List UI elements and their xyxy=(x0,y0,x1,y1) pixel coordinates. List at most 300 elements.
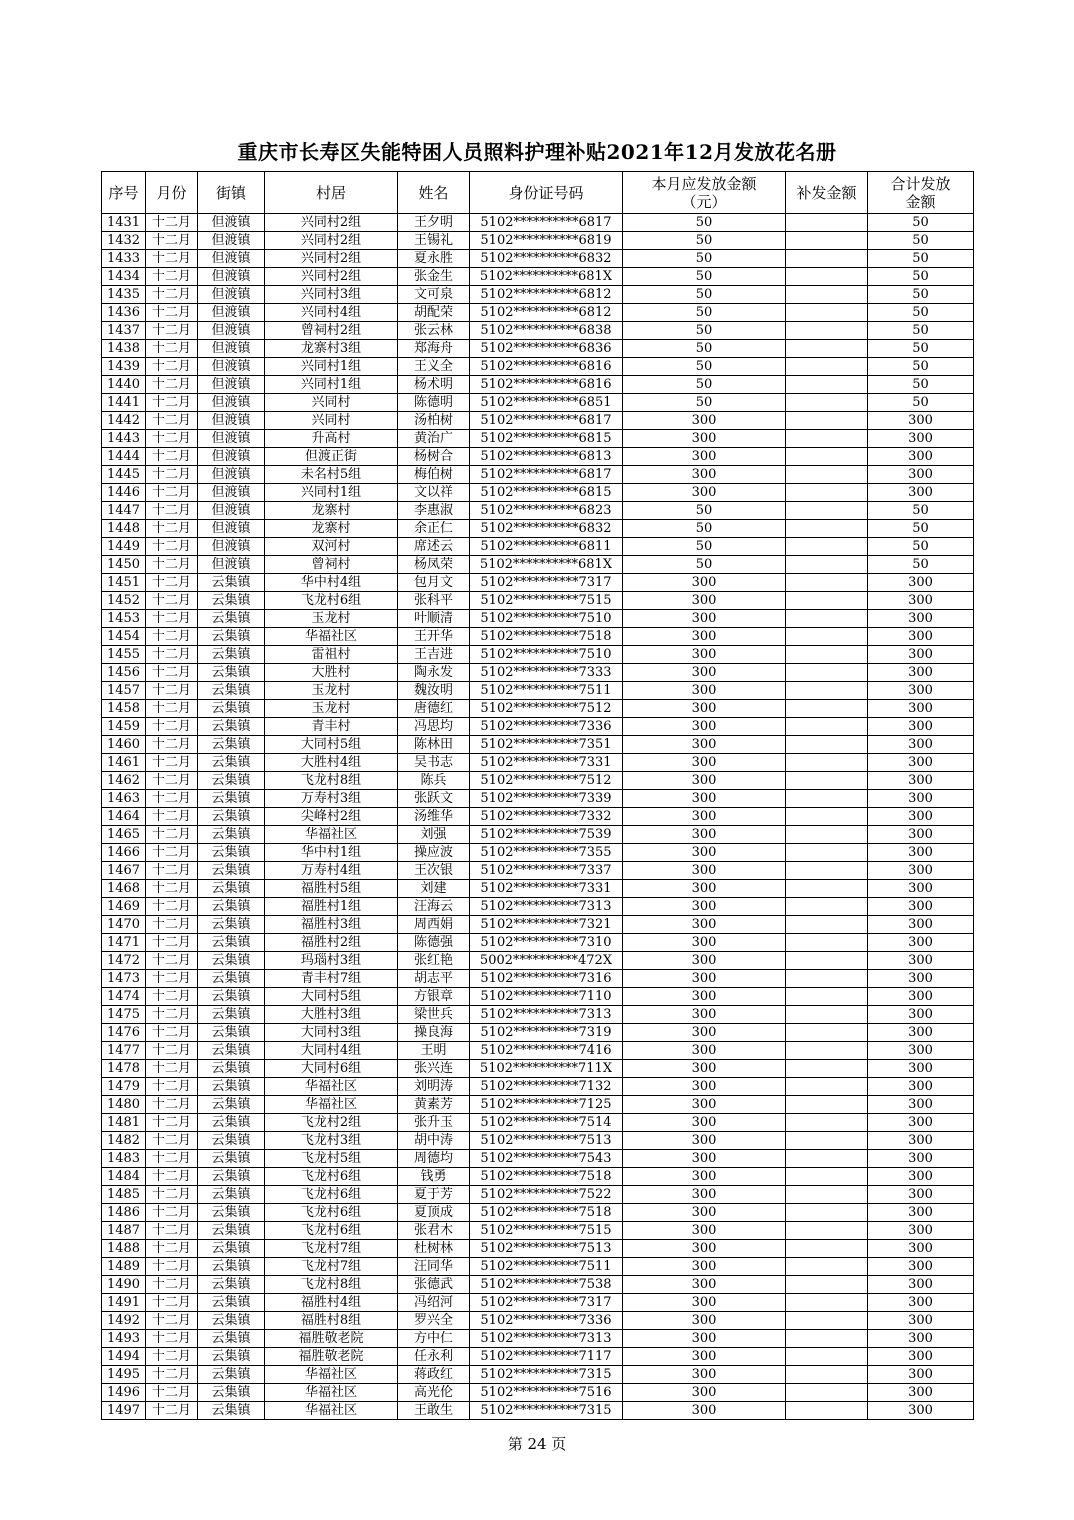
cell-index: 1483 xyxy=(102,1150,146,1168)
cell-name: 郑海舟 xyxy=(398,340,470,358)
cell-town: 云集镇 xyxy=(198,646,265,664)
cell-name: 胡中涛 xyxy=(398,1132,470,1150)
cell-total-amount: 300 xyxy=(868,412,974,430)
cell-id-number: 5102**********7510 xyxy=(470,610,623,628)
cell-id-number: 5102**********7510 xyxy=(470,646,623,664)
cell-total-amount: 300 xyxy=(868,1096,974,1114)
cell-village: 华福社区 xyxy=(265,1078,398,1096)
cell-name: 席述云 xyxy=(398,538,470,556)
cell-total-amount: 50 xyxy=(868,322,974,340)
cell-back-pay xyxy=(786,340,868,358)
cell-back-pay xyxy=(786,1204,868,1222)
cell-village: 但渡正街 xyxy=(265,448,398,466)
cell-amount-due: 300 xyxy=(623,916,786,934)
cell-month: 十二月 xyxy=(146,970,198,988)
cell-name: 张德武 xyxy=(398,1276,470,1294)
cell-town: 云集镇 xyxy=(198,880,265,898)
cell-amount-due: 300 xyxy=(623,952,786,970)
cell-amount-due: 50 xyxy=(623,268,786,286)
cell-back-pay xyxy=(786,970,868,988)
cell-id-number: 5102**********7518 xyxy=(470,1168,623,1186)
cell-back-pay xyxy=(786,826,868,844)
cell-index: 1466 xyxy=(102,844,146,862)
cell-amount-due: 300 xyxy=(623,1006,786,1024)
cell-town: 但渡镇 xyxy=(198,268,265,286)
cell-amount-due: 300 xyxy=(623,1024,786,1042)
cell-back-pay xyxy=(786,1114,868,1132)
cell-month: 十二月 xyxy=(146,1348,198,1366)
cell-name: 张云林 xyxy=(398,322,470,340)
cell-month: 十二月 xyxy=(146,682,198,700)
cell-id-number: 5102**********7522 xyxy=(470,1186,623,1204)
cell-back-pay xyxy=(786,772,868,790)
cell-id-number: 5102**********6817 xyxy=(470,214,623,232)
cell-total-amount: 300 xyxy=(868,700,974,718)
header-month: 月份 xyxy=(146,172,198,214)
table-row xyxy=(102,1384,974,1402)
cell-total-amount: 300 xyxy=(868,1204,974,1222)
cell-total-amount: 300 xyxy=(868,754,974,772)
cell-month: 十二月 xyxy=(146,448,198,466)
cell-amount-due: 300 xyxy=(623,610,786,628)
cell-back-pay xyxy=(786,520,868,538)
cell-back-pay xyxy=(786,1186,868,1204)
cell-town: 云集镇 xyxy=(198,1312,265,1330)
table-row xyxy=(102,1366,974,1384)
cell-month: 十二月 xyxy=(146,1168,198,1186)
cell-month: 十二月 xyxy=(146,916,198,934)
cell-name: 李惠淑 xyxy=(398,502,470,520)
cell-total-amount: 50 xyxy=(868,340,974,358)
cell-back-pay xyxy=(786,592,868,610)
cell-total-amount: 300 xyxy=(868,1276,974,1294)
table-row xyxy=(102,1114,974,1132)
cell-village: 万寿村3组 xyxy=(265,790,398,808)
cell-month: 十二月 xyxy=(146,772,198,790)
cell-month: 十二月 xyxy=(146,1150,198,1168)
cell-amount-due: 50 xyxy=(623,376,786,394)
cell-index: 1448 xyxy=(102,520,146,538)
cell-town: 云集镇 xyxy=(198,1222,265,1240)
table-row xyxy=(102,394,974,412)
cell-name: 胡志平 xyxy=(398,970,470,988)
cell-index: 1494 xyxy=(102,1348,146,1366)
cell-id-number: 5102**********681X xyxy=(470,556,623,574)
cell-back-pay xyxy=(786,574,868,592)
cell-id-number: 5102**********7317 xyxy=(470,1294,623,1312)
header-name: 姓名 xyxy=(398,172,470,214)
cell-back-pay xyxy=(786,430,868,448)
cell-month: 十二月 xyxy=(146,1078,198,1096)
cell-village: 飞龙村6组 xyxy=(265,1204,398,1222)
cell-back-pay xyxy=(786,988,868,1006)
cell-village: 福胜村3组 xyxy=(265,916,398,934)
table-row xyxy=(102,286,974,304)
cell-back-pay xyxy=(786,466,868,484)
cell-amount-due: 300 xyxy=(623,772,786,790)
cell-id-number: 5102**********681X xyxy=(470,268,623,286)
cell-total-amount: 50 xyxy=(868,394,974,412)
table-row xyxy=(102,502,974,520)
cell-total-amount: 300 xyxy=(868,934,974,952)
cell-name: 张科平 xyxy=(398,592,470,610)
cell-index: 1444 xyxy=(102,448,146,466)
cell-back-pay xyxy=(786,322,868,340)
cell-back-pay xyxy=(786,1348,868,1366)
cell-index: 1442 xyxy=(102,412,146,430)
cell-month: 十二月 xyxy=(146,268,198,286)
cell-index: 1493 xyxy=(102,1330,146,1348)
cell-month: 十二月 xyxy=(146,556,198,574)
cell-month: 十二月 xyxy=(146,1312,198,1330)
cell-month: 十二月 xyxy=(146,1294,198,1312)
cell-town: 云集镇 xyxy=(198,754,265,772)
cell-amount-due: 300 xyxy=(623,1402,786,1420)
cell-month: 十二月 xyxy=(146,1060,198,1078)
table-row xyxy=(102,1060,974,1078)
cell-name: 王次银 xyxy=(398,862,470,880)
cell-town: 云集镇 xyxy=(198,790,265,808)
cell-id-number: 5102**********6815 xyxy=(470,484,623,502)
cell-month: 十二月 xyxy=(146,1132,198,1150)
cell-village: 飞龙村7组 xyxy=(265,1240,398,1258)
cell-back-pay xyxy=(786,1276,868,1294)
cell-month: 十二月 xyxy=(146,1204,198,1222)
cell-id-number: 5102**********7518 xyxy=(470,1204,623,1222)
cell-month: 十二月 xyxy=(146,1024,198,1042)
cell-town: 但渡镇 xyxy=(198,232,265,250)
roster-table xyxy=(101,171,974,1420)
cell-total-amount: 300 xyxy=(868,574,974,592)
cell-total-amount: 300 xyxy=(868,880,974,898)
cell-amount-due: 50 xyxy=(623,394,786,412)
cell-name: 陶永发 xyxy=(398,664,470,682)
cell-total-amount: 300 xyxy=(868,1060,974,1078)
cell-town: 但渡镇 xyxy=(198,394,265,412)
cell-id-number: 5102**********7316 xyxy=(470,970,623,988)
cell-village: 大同村3组 xyxy=(265,1024,398,1042)
cell-total-amount: 50 xyxy=(868,268,974,286)
cell-back-pay xyxy=(786,1330,868,1348)
cell-back-pay xyxy=(786,556,868,574)
cell-back-pay xyxy=(786,682,868,700)
cell-back-pay xyxy=(786,232,868,250)
cell-id-number: 5102**********7337 xyxy=(470,862,623,880)
cell-name: 文以祥 xyxy=(398,484,470,502)
cell-name: 余正仁 xyxy=(398,520,470,538)
cell-month: 十二月 xyxy=(146,754,198,772)
table-row xyxy=(102,988,974,1006)
cell-index: 1481 xyxy=(102,1114,146,1132)
cell-name: 王敢生 xyxy=(398,1402,470,1420)
cell-index: 1461 xyxy=(102,754,146,772)
cell-index: 1433 xyxy=(102,250,146,268)
cell-index: 1445 xyxy=(102,466,146,484)
cell-name: 张金生 xyxy=(398,268,470,286)
cell-total-amount: 300 xyxy=(868,844,974,862)
cell-amount-due: 300 xyxy=(623,592,786,610)
cell-name: 张升玉 xyxy=(398,1114,470,1132)
cell-amount-due: 300 xyxy=(623,1096,786,1114)
cell-month: 十二月 xyxy=(146,322,198,340)
cell-town: 但渡镇 xyxy=(198,340,265,358)
cell-name: 王锡礼 xyxy=(398,232,470,250)
cell-village: 曾祠村 xyxy=(265,556,398,574)
cell-id-number: 5102**********7511 xyxy=(470,1258,623,1276)
cell-index: 1491 xyxy=(102,1294,146,1312)
cell-id-number: 5102**********7331 xyxy=(470,880,623,898)
cell-village: 福胜村1组 xyxy=(265,898,398,916)
cell-village: 兴同村1组 xyxy=(265,484,398,502)
table-row xyxy=(102,1276,974,1294)
cell-town: 云集镇 xyxy=(198,1402,265,1420)
cell-id-number: 5102**********6823 xyxy=(470,502,623,520)
cell-amount-due: 300 xyxy=(623,1168,786,1186)
cell-index: 1478 xyxy=(102,1060,146,1078)
cell-total-amount: 300 xyxy=(868,898,974,916)
cell-total-amount: 50 xyxy=(868,358,974,376)
cell-village: 兴同村4组 xyxy=(265,304,398,322)
cell-id-number: 5102**********6851 xyxy=(470,394,623,412)
table-row xyxy=(102,772,974,790)
cell-amount-due: 300 xyxy=(623,1366,786,1384)
cell-index: 1447 xyxy=(102,502,146,520)
page-title: 重庆市长寿区失能特困人员照料护理补贴2021年12月发放花名册 xyxy=(237,140,837,164)
cell-index: 1492 xyxy=(102,1312,146,1330)
cell-total-amount: 300 xyxy=(868,664,974,682)
cell-amount-due: 50 xyxy=(623,340,786,358)
cell-village: 龙寨村 xyxy=(265,502,398,520)
cell-id-number: 5102**********7511 xyxy=(470,682,623,700)
cell-month: 十二月 xyxy=(146,502,198,520)
cell-id-number: 5102**********7539 xyxy=(470,826,623,844)
table-row xyxy=(102,1258,974,1276)
cell-index: 1432 xyxy=(102,232,146,250)
cell-id-number: 5102**********7117 xyxy=(470,1348,623,1366)
cell-village: 福胜敬老院 xyxy=(265,1330,398,1348)
cell-month: 十二月 xyxy=(146,340,198,358)
cell-town: 云集镇 xyxy=(198,682,265,700)
cell-amount-due: 300 xyxy=(623,700,786,718)
cell-amount-due: 300 xyxy=(623,412,786,430)
cell-town: 云集镇 xyxy=(198,1294,265,1312)
cell-id-number: 5102**********6813 xyxy=(470,448,623,466)
cell-village: 飞龙村2组 xyxy=(265,1114,398,1132)
cell-village: 大胜村3组 xyxy=(265,1006,398,1024)
cell-village: 龙寨村 xyxy=(265,520,398,538)
cell-total-amount: 300 xyxy=(868,430,974,448)
cell-id-number: 5102**********6836 xyxy=(470,340,623,358)
table-row xyxy=(102,466,974,484)
cell-name: 文可泉 xyxy=(398,286,470,304)
cell-back-pay xyxy=(786,610,868,628)
cell-town: 云集镇 xyxy=(198,1042,265,1060)
cell-amount-due: 300 xyxy=(623,1276,786,1294)
cell-index: 1490 xyxy=(102,1276,146,1294)
table-row xyxy=(102,1168,974,1186)
cell-month: 十二月 xyxy=(146,826,198,844)
cell-id-number: 5102**********7543 xyxy=(470,1150,623,1168)
cell-index: 1487 xyxy=(102,1222,146,1240)
cell-month: 十二月 xyxy=(146,1240,198,1258)
cell-total-amount: 300 xyxy=(868,808,974,826)
cell-name: 张君木 xyxy=(398,1222,470,1240)
cell-month: 十二月 xyxy=(146,1222,198,1240)
cell-village: 飞龙村7组 xyxy=(265,1258,398,1276)
table-row xyxy=(102,736,974,754)
cell-total-amount: 300 xyxy=(868,484,974,502)
cell-amount-due: 300 xyxy=(623,430,786,448)
cell-total-amount: 300 xyxy=(868,1402,974,1420)
table-row xyxy=(102,898,974,916)
cell-name: 钱勇 xyxy=(398,1168,470,1186)
cell-total-amount: 300 xyxy=(868,1078,974,1096)
cell-town: 云集镇 xyxy=(198,1096,265,1114)
cell-town: 但渡镇 xyxy=(198,502,265,520)
cell-village: 大胜村 xyxy=(265,664,398,682)
cell-index: 1453 xyxy=(102,610,146,628)
cell-amount-due: 300 xyxy=(623,808,786,826)
table-row xyxy=(102,970,974,988)
cell-total-amount: 300 xyxy=(868,610,974,628)
cell-village: 兴同村2组 xyxy=(265,232,398,250)
cell-month: 十二月 xyxy=(146,646,198,664)
cell-index: 1443 xyxy=(102,430,146,448)
header-total-amount: 合计发放 金额 xyxy=(868,172,974,214)
table-row xyxy=(102,880,974,898)
cell-id-number: 5102**********711X xyxy=(470,1060,623,1078)
header-back-pay: 补发金额 xyxy=(786,172,868,214)
cell-amount-due: 300 xyxy=(623,1294,786,1312)
cell-month: 十二月 xyxy=(146,1006,198,1024)
cell-id-number: 5102**********7317 xyxy=(470,574,623,592)
cell-id-number: 5102**********7416 xyxy=(470,1042,623,1060)
cell-village: 玉龙村 xyxy=(265,610,398,628)
cell-total-amount: 300 xyxy=(868,628,974,646)
cell-back-pay xyxy=(786,286,868,304)
header-town: 街镇 xyxy=(198,172,265,214)
cell-index: 1489 xyxy=(102,1258,146,1276)
cell-amount-due: 300 xyxy=(623,1132,786,1150)
table-row xyxy=(102,520,974,538)
cell-name: 王义全 xyxy=(398,358,470,376)
cell-id-number: 5102**********6832 xyxy=(470,520,623,538)
cell-village: 福胜村4组 xyxy=(265,1294,398,1312)
table-row xyxy=(102,430,974,448)
cell-village: 飞龙村6组 xyxy=(265,1222,398,1240)
cell-amount-due: 300 xyxy=(623,1312,786,1330)
cell-name: 冯绍河 xyxy=(398,1294,470,1312)
cell-total-amount: 300 xyxy=(868,1222,974,1240)
cell-back-pay xyxy=(786,646,868,664)
cell-amount-due: 300 xyxy=(623,754,786,772)
cell-total-amount: 300 xyxy=(868,718,974,736)
cell-id-number: 5102**********6832 xyxy=(470,250,623,268)
cell-name: 王吉进 xyxy=(398,646,470,664)
cell-index: 1441 xyxy=(102,394,146,412)
cell-month: 十二月 xyxy=(146,358,198,376)
table-row xyxy=(102,646,974,664)
roster-body xyxy=(102,214,974,1420)
cell-back-pay xyxy=(786,1150,868,1168)
cell-month: 十二月 xyxy=(146,1096,198,1114)
cell-id-number: 5102**********7538 xyxy=(470,1276,623,1294)
table-row xyxy=(102,664,974,682)
cell-id-number: 5102**********7313 xyxy=(470,898,623,916)
cell-name: 汤柏树 xyxy=(398,412,470,430)
cell-town: 但渡镇 xyxy=(198,538,265,556)
table-row xyxy=(102,214,974,232)
cell-id-number: 5102**********7513 xyxy=(470,1132,623,1150)
table-row xyxy=(102,448,974,466)
cell-id-number: 5102**********7132 xyxy=(470,1078,623,1096)
cell-month: 十二月 xyxy=(146,376,198,394)
cell-village: 双河村 xyxy=(265,538,398,556)
cell-id-number: 5102**********6817 xyxy=(470,466,623,484)
cell-id-number: 5102**********7110 xyxy=(470,988,623,1006)
cell-back-pay xyxy=(786,1258,868,1276)
cell-amount-due: 300 xyxy=(623,826,786,844)
cell-total-amount: 300 xyxy=(868,1150,974,1168)
cell-name: 冯思均 xyxy=(398,718,470,736)
cell-town: 云集镇 xyxy=(198,1114,265,1132)
cell-name: 黄素芳 xyxy=(398,1096,470,1114)
cell-amount-due: 300 xyxy=(623,988,786,1006)
cell-village: 万寿村4组 xyxy=(265,862,398,880)
table-row xyxy=(102,1312,974,1330)
cell-total-amount: 300 xyxy=(868,1006,974,1024)
cell-name: 黄治广 xyxy=(398,430,470,448)
cell-month: 十二月 xyxy=(146,484,198,502)
cell-village: 玛瑙村3组 xyxy=(265,952,398,970)
cell-total-amount: 300 xyxy=(868,826,974,844)
cell-amount-due: 300 xyxy=(623,646,786,664)
cell-month: 十二月 xyxy=(146,394,198,412)
cell-id-number: 5102**********7315 xyxy=(470,1366,623,1384)
cell-name: 高光伦 xyxy=(398,1384,470,1402)
cell-total-amount: 50 xyxy=(868,232,974,250)
cell-total-amount: 300 xyxy=(868,682,974,700)
cell-name: 夏顶成 xyxy=(398,1204,470,1222)
cell-index: 1482 xyxy=(102,1132,146,1150)
cell-back-pay xyxy=(786,502,868,520)
cell-total-amount: 300 xyxy=(868,448,974,466)
cell-id-number: 5102**********7125 xyxy=(470,1096,623,1114)
cell-village: 雷祖村 xyxy=(265,646,398,664)
table-row xyxy=(102,934,974,952)
cell-village: 华中村4组 xyxy=(265,574,398,592)
cell-id-number: 5102**********7336 xyxy=(470,1312,623,1330)
cell-index: 1451 xyxy=(102,574,146,592)
header-row xyxy=(102,172,974,214)
cell-back-pay xyxy=(786,1384,868,1402)
cell-total-amount: 300 xyxy=(868,736,974,754)
cell-village: 未名村5组 xyxy=(265,466,398,484)
cell-town: 云集镇 xyxy=(198,1366,265,1384)
cell-village: 福胜村5组 xyxy=(265,880,398,898)
cell-id-number: 5102**********7513 xyxy=(470,1240,623,1258)
cell-village: 兴同村3组 xyxy=(265,286,398,304)
cell-back-pay xyxy=(786,1240,868,1258)
cell-index: 1440 xyxy=(102,376,146,394)
cell-name: 任永利 xyxy=(398,1348,470,1366)
cell-month: 十二月 xyxy=(146,1384,198,1402)
cell-index: 1460 xyxy=(102,736,146,754)
cell-amount-due: 50 xyxy=(623,538,786,556)
cell-name: 汪同华 xyxy=(398,1258,470,1276)
table-row xyxy=(102,1096,974,1114)
cell-id-number: 5102**********6816 xyxy=(470,376,623,394)
